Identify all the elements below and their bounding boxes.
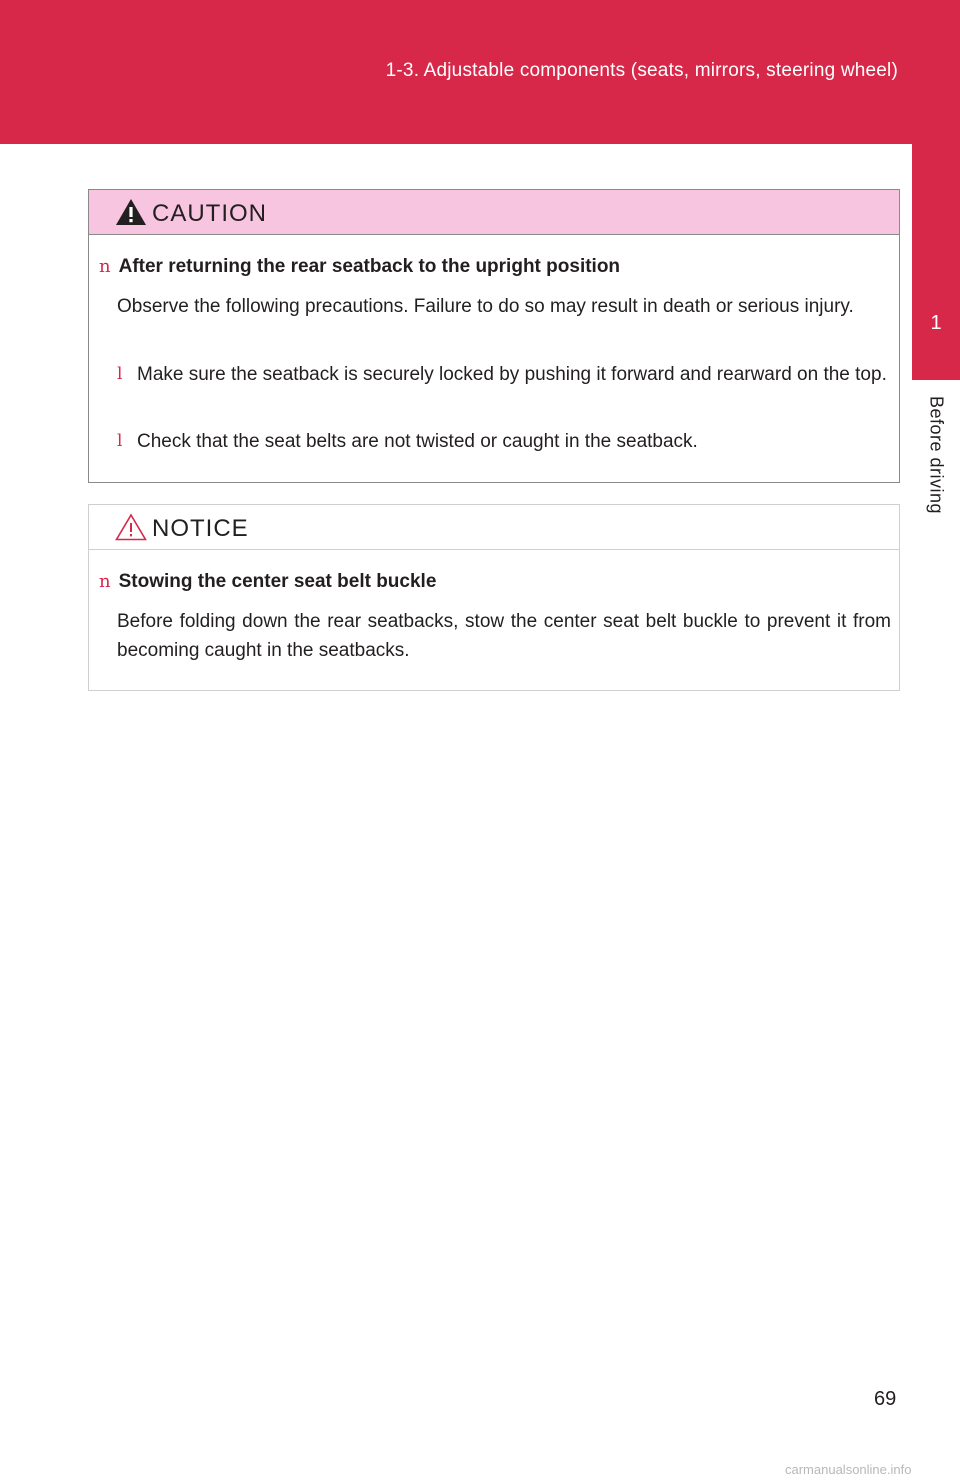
notice-heading [99,571,436,593]
caution-title: CAUTION [152,200,267,227]
caution-heading [99,256,620,278]
section-bullet: n [99,256,111,277]
list-bullet: l [117,431,123,451]
notice-heading-text: Stowing the center seat belt buckle [118,571,437,592]
list-item-text: Check that the seat belts are not twisted or caught in the seatback. [137,431,698,452]
caution-paragraph: Observe the following precautions. Failure to do so may result in death or serious injury. [117,296,854,317]
chapter-label: Before driving [926,395,947,515]
section-bullet: n [99,571,111,592]
list-item-text: Make sure the seatback is securely locked by pushing it forward and rearward on the top. [137,364,887,385]
caution-box [88,189,900,483]
page-number: 69 [874,1388,897,1410]
chapter-number: 1 [930,312,942,334]
section-title: 1-3. Adjustable components (seats, mirrors, steering wheel) [385,60,898,81]
warning-triangle-icon [115,198,147,226]
chapter-tab [912,144,960,380]
notice-title: NOTICE [152,515,249,542]
notice-header [89,505,899,550]
header-band [0,0,960,144]
watermark: carmanualsonline.info [785,1462,912,1477]
notice-box [88,504,900,691]
notice-paragraph: Before folding down the rear seatbacks, stow the center seat belt buckle to prevent it from becoming caught in the seatbacks. [117,611,891,661]
caution-heading-text: After returning the rear seatback to the upright position [118,256,621,277]
list-bullet: l [117,364,123,384]
warning-triangle-outline-icon [115,513,147,541]
list-item [117,427,891,456]
list-item [117,360,891,389]
caution-header [89,190,899,235]
